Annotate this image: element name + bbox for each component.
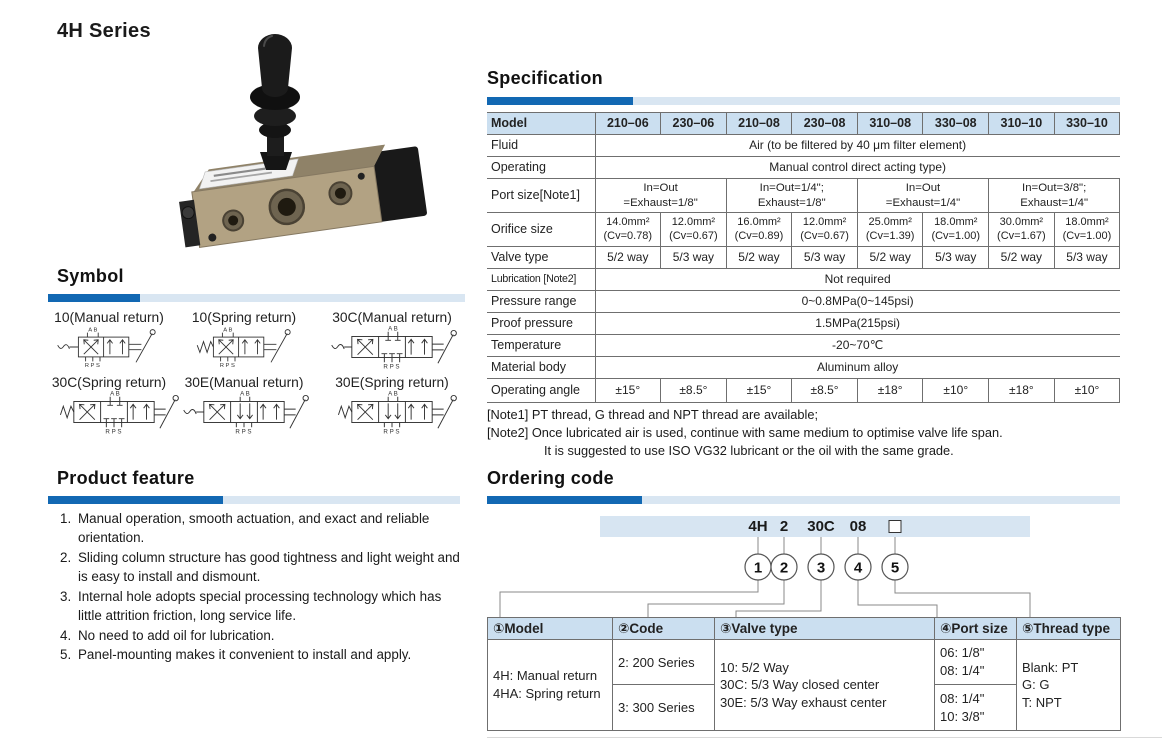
digit-2: 2 bbox=[779, 559, 789, 577]
symbol-label: 30C(Spring return) bbox=[51, 375, 167, 390]
ordering-row-1 bbox=[488, 640, 1121, 685]
ordering-port-size-300: 08: 1/4" 10: 3/8" bbox=[935, 685, 1017, 731]
ordering-code-300: 3: 300 Series bbox=[613, 685, 715, 731]
feature-text: Sliding column structure has good tightness and light weight and is easy to install and dismount. bbox=[78, 549, 460, 585]
angle-cell: ±10° bbox=[923, 379, 989, 403]
digit-1: 1 bbox=[753, 559, 763, 577]
valve-type-cell: 5/2 way bbox=[857, 247, 923, 269]
feature-text: Panel-mounting makes it convenient to install and apply. bbox=[78, 647, 412, 663]
valve-symbol-5-3-closed-spring bbox=[45, 390, 183, 434]
row-label: Fluid bbox=[487, 135, 595, 157]
feature-text: No need to add oil for lubrication. bbox=[78, 627, 275, 643]
spec-row-proof-pressure bbox=[487, 313, 1120, 335]
valve-symbol-5-3-exhaust-manual bbox=[175, 390, 313, 434]
feature-number: 4. bbox=[60, 627, 72, 643]
symbol-label: 10(Spring return) bbox=[191, 310, 297, 325]
angle-cell: ±15° bbox=[595, 379, 661, 403]
spec-row-temperature bbox=[487, 335, 1120, 357]
ordering-header-model: ①Model bbox=[488, 618, 613, 640]
ordering-header-row bbox=[488, 618, 1121, 640]
spec-model-310-10: 310–10 bbox=[989, 113, 1055, 135]
orifice-cell: 16.0mm² (Cv=0.89) bbox=[726, 213, 792, 247]
spec-row-material bbox=[487, 357, 1120, 379]
angle-cell: ±8.5° bbox=[792, 379, 858, 403]
symbol-label: 10(Manual return) bbox=[54, 310, 164, 325]
svg-text:R P S: R P S bbox=[383, 363, 400, 369]
spec-header-row bbox=[487, 113, 1120, 135]
valve-symbol-5-2-manual bbox=[46, 325, 172, 369]
symbol-heading-bar bbox=[48, 294, 465, 302]
note-2: [Note2] Once lubricated air is used, continue with same medium to optimise valve life span. bbox=[487, 425, 1003, 441]
row-value: 1.5MPa(215psi) bbox=[595, 313, 1120, 335]
ordering-header-thread-type: ⑤Thread type bbox=[1017, 618, 1121, 640]
valve-type-cell: 5/2 way bbox=[726, 247, 792, 269]
code-part-valve: 30C bbox=[807, 518, 835, 535]
symbol-label: 30C(Manual return) bbox=[332, 310, 452, 325]
spec-model-230-08: 230–08 bbox=[792, 113, 858, 135]
row-value: 0~0.8MPa(0~145psi) bbox=[595, 291, 1120, 313]
row-label: Valve type bbox=[487, 247, 595, 269]
valve-type-cell: 5/3 way bbox=[923, 247, 989, 269]
ordering-model-cell: 4H: Manual return 4HA: Spring return bbox=[488, 640, 613, 731]
valve-handle bbox=[250, 34, 300, 170]
spec-model-210-06: 210–06 bbox=[595, 113, 661, 135]
row-label: Temperature bbox=[487, 335, 595, 357]
orifice-cell: 18.0mm² (Cv=1.00) bbox=[1054, 213, 1120, 247]
ordering-header-code: ②Code bbox=[613, 618, 715, 640]
orifice-cell: 18.0mm² (Cv=1.00) bbox=[923, 213, 989, 247]
feature-item bbox=[60, 626, 465, 645]
spec-row-orifice bbox=[487, 213, 1120, 247]
svg-text:A B: A B bbox=[388, 325, 398, 333]
valve-type-cell: 5/2 way bbox=[595, 247, 661, 269]
specification-heading: Specification bbox=[487, 68, 603, 88]
digit-5: 5 bbox=[890, 559, 900, 577]
product-feature-heading: Product feature bbox=[57, 468, 195, 488]
spec-model-310-08: 310–08 bbox=[857, 113, 923, 135]
feature-item bbox=[60, 645, 465, 664]
feature-number: 2. bbox=[60, 549, 72, 565]
angle-cell: ±10° bbox=[1054, 379, 1120, 403]
spec-row-port-size bbox=[487, 179, 1120, 213]
symbol-10-spring-return bbox=[173, 310, 315, 369]
note-2-continued: It is suggested to use ISO VG32 lubricant or the oil with the same grade. bbox=[544, 443, 954, 459]
spec-row-fluid bbox=[487, 135, 1120, 157]
ordering-header-port-size: ④Port size bbox=[935, 618, 1017, 640]
spec-model-330-10: 330–10 bbox=[1054, 113, 1120, 135]
feature-number: 1. bbox=[60, 511, 72, 526]
digit-4: 4 bbox=[853, 559, 863, 577]
bottom-rule bbox=[487, 737, 1162, 738]
feature-item bbox=[60, 509, 465, 548]
svg-text:A B: A B bbox=[88, 327, 98, 334]
angle-cell: ±15° bbox=[726, 379, 792, 403]
symbol-label: 30E(Manual return) bbox=[184, 375, 304, 390]
symbol-30e-spring-return bbox=[315, 375, 469, 434]
spec-notes bbox=[487, 406, 1147, 460]
spec-row-valve-type bbox=[487, 247, 1120, 269]
port-size-cell: In=Out=1/4"; Exhaust=1/8" bbox=[726, 179, 857, 213]
feature-list bbox=[60, 509, 465, 665]
orifice-cell: 25.0mm² (Cv=1.39) bbox=[857, 213, 923, 247]
spec-model-230-06: 230–06 bbox=[661, 113, 727, 135]
code-part-series: 2 bbox=[779, 518, 789, 535]
valve-symbol-5-3-exhaust-spring bbox=[323, 390, 461, 434]
digit-3: 3 bbox=[816, 559, 826, 577]
ordering-code-connectors bbox=[487, 508, 1120, 618]
angle-cell: ±18° bbox=[989, 379, 1055, 403]
svg-text:R P S: R P S bbox=[219, 363, 235, 369]
svg-text:A B: A B bbox=[388, 390, 398, 398]
ordering-code-heading-bar bbox=[487, 496, 1120, 504]
angle-cell: ±8.5° bbox=[661, 379, 727, 403]
valve-symbol-5-2-spring bbox=[181, 325, 307, 369]
ordering-code-heading: Ordering code bbox=[487, 468, 614, 488]
spec-row-operating-angle bbox=[487, 379, 1120, 403]
code-part-port: 08 bbox=[849, 518, 867, 535]
port-size-cell: In=Out =Exhaust=1/4" bbox=[857, 179, 988, 213]
orifice-cell: 12.0mm² (Cv=0.67) bbox=[661, 213, 727, 247]
port-size-cell: In=Out =Exhaust=1/8" bbox=[595, 179, 726, 213]
row-value: -20~70℃ bbox=[595, 335, 1120, 357]
page-title: 4H Series bbox=[57, 20, 151, 42]
valve-symbol-5-3-closed-manual bbox=[323, 325, 461, 369]
spec-model-330-08: 330–08 bbox=[923, 113, 989, 135]
ordering-header-valve-type: ③Valve type bbox=[715, 618, 935, 640]
valve-type-cell: 5/3 way bbox=[792, 247, 858, 269]
valve-type-cell: 5/3 way bbox=[1054, 247, 1120, 269]
spec-row-lubrication bbox=[487, 269, 1120, 291]
ordering-valve-type-cell: 10: 5/2 Way 30C: 5/3 Way closed center 30E: 5/3 Way exhaust center bbox=[715, 640, 935, 731]
feature-item bbox=[60, 587, 465, 626]
svg-text:R P S: R P S bbox=[235, 428, 252, 434]
orifice-cell: 30.0mm² (Cv=1.67) bbox=[989, 213, 1055, 247]
spec-row-operating bbox=[487, 157, 1120, 179]
ordering-thread-type-cell: Blank: PT G: G T: NPT bbox=[1017, 640, 1121, 731]
angle-cell: ±18° bbox=[857, 379, 923, 403]
row-label: Material body bbox=[487, 357, 595, 379]
specification-heading-bar bbox=[487, 97, 1120, 105]
row-value: Aluminum alloy bbox=[595, 357, 1120, 379]
row-value: Air (to be filtered by 40 μm filter element) bbox=[595, 135, 1120, 157]
svg-text:A B: A B bbox=[223, 327, 233, 334]
row-label: Operating angle bbox=[487, 379, 595, 403]
product-photo bbox=[158, 24, 463, 270]
row-label: Orifice size bbox=[487, 213, 595, 247]
row-value: Not required bbox=[595, 269, 1120, 291]
specification-table bbox=[487, 112, 1120, 403]
valve-type-cell: 5/3 way bbox=[661, 247, 727, 269]
row-label: Pressure range bbox=[487, 291, 595, 313]
code-part-model: 4H bbox=[748, 518, 768, 535]
orifice-cell: 14.0mm² (Cv=0.78) bbox=[595, 213, 661, 247]
svg-text:R P S: R P S bbox=[105, 428, 122, 434]
symbol-30c-manual-return bbox=[315, 310, 469, 369]
orifice-cell: 12.0mm² (Cv=0.67) bbox=[792, 213, 858, 247]
row-label: Lubrication [Note2] bbox=[487, 269, 595, 291]
spec-header-model: Model bbox=[487, 113, 595, 135]
symbol-30c-spring-return bbox=[45, 375, 173, 434]
feature-text: Internal hole adopts special processing technology which has little attrition friction, long service life. bbox=[78, 588, 442, 624]
ordering-code-diagram bbox=[487, 508, 1120, 618]
row-value: Manual control direct acting type) bbox=[595, 157, 1120, 179]
valve-body bbox=[175, 140, 427, 249]
feature-item bbox=[60, 548, 465, 587]
row-label: Proof pressure bbox=[487, 313, 595, 335]
svg-text:A B: A B bbox=[110, 390, 120, 398]
ordering-port-size-200: 06: 1/8" 08: 1/4" bbox=[935, 640, 1017, 685]
note-1: [Note1] PT thread, G thread and NPT thread are available; bbox=[487, 407, 819, 422]
svg-text:R P S: R P S bbox=[383, 428, 400, 434]
valve-type-cell: 5/2 way bbox=[989, 247, 1055, 269]
row-label: Operating bbox=[487, 157, 595, 179]
symbol-30e-manual-return bbox=[173, 375, 315, 434]
spec-row-pressure-range bbox=[487, 291, 1120, 313]
ordering-table bbox=[487, 617, 1121, 731]
symbol-label: 30E(Spring return) bbox=[335, 375, 449, 390]
symbol-heading: Symbol bbox=[57, 266, 124, 286]
product-feature-heading-bar bbox=[48, 496, 460, 504]
spec-model-210-08: 210–08 bbox=[726, 113, 792, 135]
svg-text:R P S: R P S bbox=[84, 363, 100, 369]
svg-text:A B: A B bbox=[240, 390, 250, 398]
feature-number: 5. bbox=[60, 647, 72, 663]
feature-number: 3. bbox=[60, 588, 72, 604]
port-size-cell: In=Out=3/8"; Exhaust=1/4" bbox=[989, 179, 1120, 213]
symbol-10-manual-return bbox=[45, 310, 173, 369]
row-label: Port size[Note1] bbox=[487, 179, 595, 213]
feature-text: Manual operation, smooth actuation, and exact and reliable orientation. bbox=[78, 511, 430, 546]
symbol-grid bbox=[45, 310, 469, 434]
ordering-code-200: 2: 200 Series bbox=[613, 640, 715, 685]
